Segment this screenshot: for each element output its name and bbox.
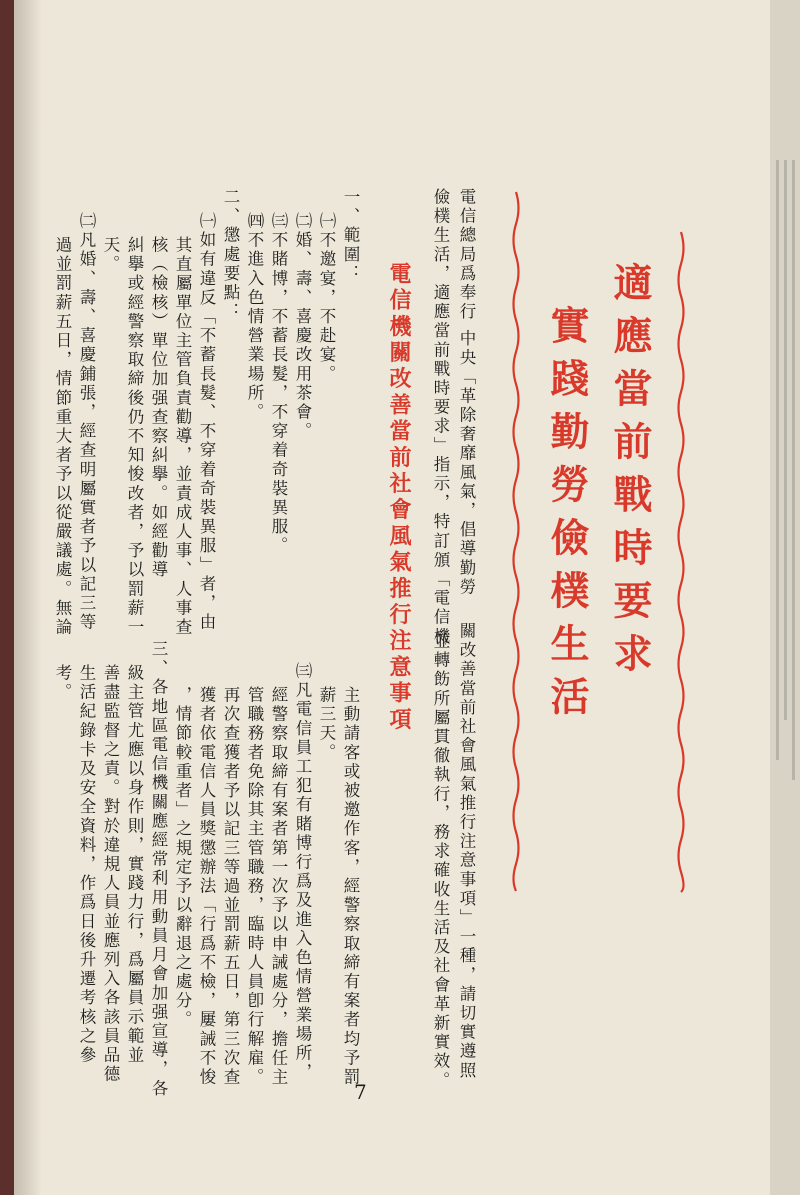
penalty-item-1-line-3: 核（檢核）單位加强查察糾擧。如經勸導 <box>149 236 168 580</box>
section-heading-scope: 一、範圍： <box>341 188 360 284</box>
penalty-item-3-line-1: ㈢凡電信員工犯有賭博行爲及進入色情營業場所， <box>293 662 312 1083</box>
penalty-item-3-line-3: 管職務者免除其主管職務，臨時人員卽行解雇。 <box>245 686 264 1088</box>
intro-line-3: 關改善當前社會風氣推行注意事項」一種，請切實遵照 <box>457 622 476 1081</box>
section-subtitle: 電信機關改善當前社會風氣推行注意事項 <box>386 262 411 734</box>
penalty-item-2-line-3: 主動請客或被邀作客，經警察取締有案者均予罰 <box>341 686 360 1088</box>
scope-item-4: ㈣不進入色情營業場所。 <box>245 212 264 423</box>
scope-item-1: ㈠不邀宴，不赴宴。 <box>317 212 336 384</box>
section-3-line-5: 考。 <box>53 664 72 703</box>
section-3-line-2: 級主管尤應以身作則，實踐力行，爲屬員示範並 <box>125 664 144 1066</box>
penalty-item-3-line-6: ，情節較重者」之規定予以辭退之處分。 <box>173 686 192 1030</box>
section-3-line-4: 生活紀錄卡及安全資料，作爲日後升遷考核之參 <box>77 664 96 1066</box>
penalty-item-1-line-2: 其直屬單位主管負責勸導，並責成人事、人事查 <box>173 236 192 638</box>
main-title-line-1: 適應當前戰時要求 <box>607 262 653 686</box>
wavy-border-left <box>514 192 519 891</box>
penalty-item-3-line-4: 再次查獲者予以記三等過並罰薪五日，第三次查 <box>221 686 240 1088</box>
section-3-line-3: 善盡監督之責。對於違規人員並應列入各該員品德 <box>101 664 120 1085</box>
penalty-item-1-line-1: ㈠如有違反「不蓄長髮、不穿着奇裝異服」者，由 <box>197 212 216 633</box>
page-number: 7 <box>354 1080 367 1104</box>
section-heading-penalty: 二、懲處要點： <box>221 188 240 322</box>
intro-line-1: 電信總局爲奉行 中央「革除奢靡風氣，倡導勤勞 <box>457 188 476 597</box>
penalty-item-3-line-5: 獲者依電信人員獎懲辦法「行爲不檢，屢誡不悛 <box>197 686 216 1088</box>
penalty-item-2-line-2: 過並罰薪五日，情節重大者予以從嚴議處。無論 <box>53 236 72 638</box>
penalty-item-2-line-4: 薪三天。 <box>317 686 336 763</box>
penalty-item-1-line-5: 天。 <box>101 236 120 275</box>
section-3-line-1: 三、各地區電信機關應經常利用動員月會加强宣導，各 <box>149 640 168 1099</box>
scope-item-3: ㈢不賭博，不蓄長髮，不穿着奇裝異服。 <box>269 212 288 556</box>
scope-item-2: ㈡婚、壽、喜慶改用茶會。 <box>293 212 312 442</box>
penalty-item-3-line-2: 經警察取締有案者第一次予以申誡處分，擔任主 <box>269 686 288 1088</box>
penalty-item-1-line-4: 糾擧或經警察取締後仍不知悛改者，予以罰薪一 <box>125 236 144 638</box>
intro-line-4: 並轉飭所屬貫徹執行，務求確收生活及社會革新實效。 <box>431 632 450 1091</box>
penalty-item-2-line-1: ㈡凡婚、壽、喜慶鋪張，經查明屬實者予以記三等 <box>77 212 96 633</box>
wavy-border-right <box>679 232 684 892</box>
intro-line-2: 儉樸生活，適應當前戰時要求」指示，特訂頒「電信機 <box>431 188 450 647</box>
main-title-line-2: 實踐勤勞儉樸生活 <box>544 305 590 729</box>
